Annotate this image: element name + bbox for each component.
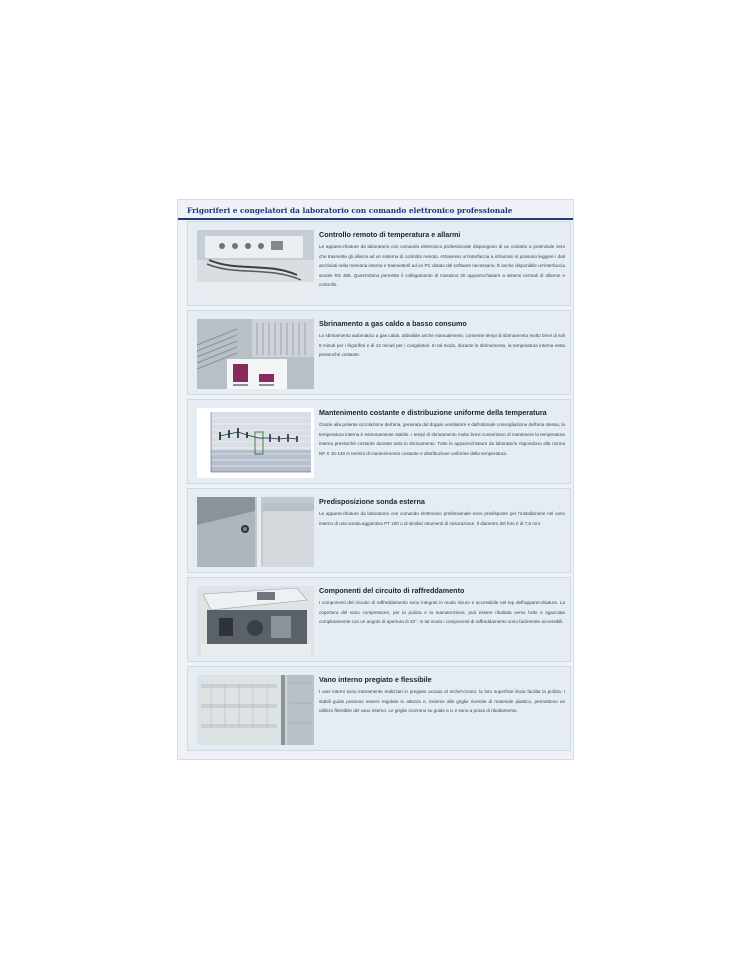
section-title: Mantenimento costante e distribuzione uniforme della temperatura: [319, 408, 547, 417]
brochure-page: [177, 199, 574, 760]
section-title: Controllo remoto di temperatura e allarmi: [319, 230, 461, 239]
section-text: I vani interni sono interamente realizzati in pregiato acciaio al nichel-cromo: la loro superficie liscia facilita la pulizia. I stabili guide possono essere regolate in altezza e, insieme alle griglie rivestite di materiale plastico, permettono un utilizzo flessibile del vano interno. Le griglie scorrono su guide a U e sono a prova di ribaltamento.: [319, 689, 565, 714]
interior-shelves-photo: [197, 675, 314, 745]
section-title: Predisposizione sonda esterna: [319, 497, 425, 506]
section-text: Grazie alla potente circolazione dell'aria, generata dal doppio ventilatore e dall'ottimale convogliazione dell'aria stessa, la temperatura interna è estremamente stabile. I tempi di sbrinamento molto brevi consentono di mantenere la temperatura interna pressoché costante durante tutto lo sbrinamento. Tutte le apparecchiature da laboratorio rispondono alla norma NF X 15-140 in termini di mantenimento costante e distribuzione uniforme della temperatura.: [319, 422, 565, 456]
section-text: Lo sbrinamento automatico a gas caldo, attivabile anche manualmente, consente tempi di sbrinamento molto brevi di soli 8 minuti per i frigoriferi e di 12 minuti per i congelatori. In tal modo, durante lo sbrinamento, la temperatura interna resta pressoché costante.: [319, 333, 565, 358]
control-panel-photo: [197, 230, 314, 300]
defrost-photo: [197, 319, 314, 389]
temperature-graph-image: [197, 408, 314, 478]
section-remote-control: [187, 221, 571, 306]
page-title: Frigoriferi e congelatori da laboratorio con comando elettronico professionale: [187, 206, 513, 215]
probe-port-photo: [197, 497, 314, 567]
section-interior: [187, 666, 571, 751]
section-text: Le apparecchiature da laboratorio con comando elettronico professionale dispongono di un contatto a potenziale zero che trasmette gli allarmi ad un sistema di controllo remoto. Attraverso un'interfaccia a infrarossi si possono leggere i dati archiviati nella memoria interna e trasmetterli ad un PC dotato del software necessario. È anche disponibile un'interfaccia seriale RS 485. Quest'ultima permette il collegamento di massimo 20 apparecchiature a sistemi centrali di allarme e controllo.: [319, 244, 566, 288]
section-title: Componenti del circuito di raffreddamento: [319, 586, 465, 595]
section-external-probe: [187, 488, 571, 573]
section-title: Sbrinamento a gas caldo a basso consumo: [319, 319, 467, 328]
section-cooling-components: [187, 577, 571, 662]
section-title: Vano interno pregiato e flessibile: [319, 675, 432, 684]
section-temperature: [187, 399, 571, 484]
page-header: [178, 204, 573, 220]
section-text: Le apparecchiature da laboratorio con comando elettronico professionale sono predisposte per l'installazione nel vano interno di una sonda aggiuntiva PT 100 o di similari strumenti di misurazione. Il diametro del foro è di 7,6 mm.: [319, 511, 565, 526]
compressor-photo: [197, 586, 314, 656]
section-defrost: [187, 310, 571, 395]
section-text: I componenti del circuito di raffreddamento sono integrati in modo sicuro e accessibile nel top dell'apparecchiatura. La copertura del vano compressore, per la pulizia e la manutenzione, può essere ribaltata verso l'alto e sganciata completamente con un angolo di apertura di 45°. In tal modo i componenti di raffreddamento sono facilmente accessibili.: [319, 600, 565, 625]
